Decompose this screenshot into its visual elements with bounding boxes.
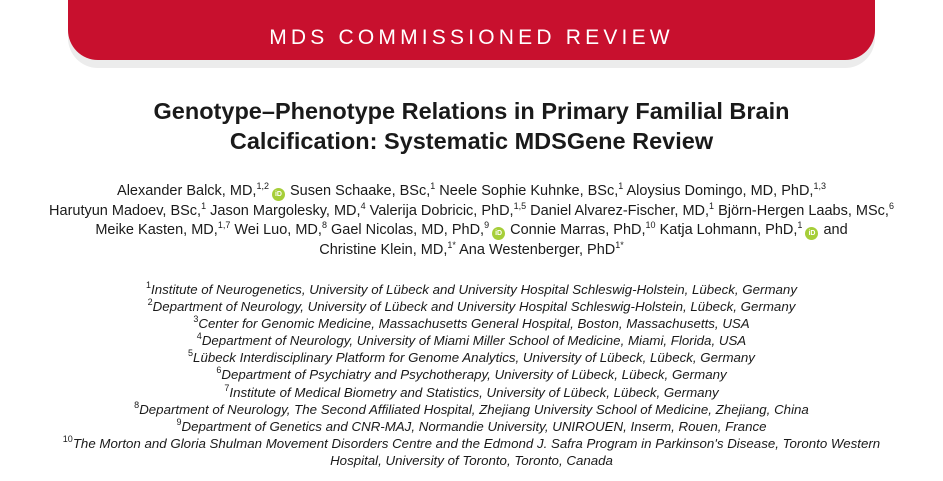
author-affiliation-marker: 10 <box>645 220 656 230</box>
affiliation-number: 8 <box>134 399 140 410</box>
affiliation-text: Institute of Medical Biometry and Statistics, University of Lübeck, Lübeck, Germany <box>229 384 719 400</box>
affiliation-item <box>40 298 903 315</box>
author-entry <box>510 222 655 238</box>
affiliation-number: 5 <box>188 348 194 359</box>
author-name: Gael Nicolas, MD, PhD, <box>330 222 485 238</box>
author-affiliation-marker: 9 <box>484 220 490 230</box>
author-name: Susen Schaake, BSc, <box>290 183 431 199</box>
author-name: Christine Klein, MD, <box>319 241 448 258</box>
author-name: Björn-Hergen Laabs, MSc, <box>718 202 889 219</box>
author-entry <box>331 222 506 238</box>
affiliation-item <box>40 332 903 349</box>
author-affiliation-marker: 1* <box>447 239 456 250</box>
author-name: Aloysius Domingo, MD, PhD, <box>626 183 814 199</box>
author-affiliation-marker: 1 <box>201 200 207 211</box>
affiliation-item <box>40 401 903 418</box>
orcid-icon[interactable]: iD <box>272 188 285 201</box>
author-name: Meike Kasten, MD, <box>95 222 218 238</box>
author-affiliation-marker: 1 <box>618 181 624 191</box>
author-list <box>40 182 903 260</box>
orcid-icon[interactable]: iD <box>805 227 818 240</box>
author-affiliation-marker: 1 <box>797 220 803 230</box>
author-name: Connie Marras, PhD, <box>510 222 646 238</box>
author-entry <box>210 200 366 219</box>
affiliation-number: 10 <box>62 433 73 444</box>
author-affiliation-marker: 1* <box>615 239 624 250</box>
affiliation-number: 4 <box>196 331 202 342</box>
affiliation-number: 9 <box>176 416 182 427</box>
author-affiliation-marker: 1,2 <box>256 181 269 191</box>
author-separator: and <box>819 222 848 238</box>
author-affiliation-marker: 1,5 <box>513 200 527 211</box>
affiliation-number: 2 <box>147 297 153 308</box>
affiliation-item <box>40 366 903 383</box>
author-affiliation-marker: 6 <box>888 200 894 211</box>
affiliation-item <box>40 418 903 435</box>
affiliation-text: Institute of Neurogenetics, University of Lübeck and University Hospital Schleswig-Holstein, Lübeck, Germany <box>151 282 797 297</box>
author-affiliation-marker: 1,7 <box>217 220 231 230</box>
affiliation-list <box>40 281 903 469</box>
affiliation-number: 3 <box>193 314 199 325</box>
author-affiliation-marker: 4 <box>360 200 366 211</box>
author-name: Alexander Balck, MD, <box>117 183 257 199</box>
author-entry <box>439 183 623 199</box>
author-entry <box>117 183 286 199</box>
author-name: Harutyun Madoev, BSc, <box>49 202 202 219</box>
affiliation-text: Lübeck Interdisciplinary Platform for Genome Analytics, University of Lübeck, Lübeck, Germany <box>193 350 755 366</box>
author-name: Daniel Alvarez-Fischer, MD, <box>530 202 710 219</box>
section-banner <box>68 0 875 60</box>
author-name: Ana Westenberger, PhD <box>459 241 616 258</box>
affiliation-item <box>40 349 903 366</box>
article-title-line-1: Genotype–Phenotype Relations in Primary Familial Brain <box>153 98 790 124</box>
author-name: Katja Lohmann, PhD, <box>659 222 798 238</box>
affiliation-item <box>40 315 903 332</box>
author-name: Valerija Dobricic, PhD, <box>369 202 514 219</box>
author-affiliation-marker: 8 <box>321 220 327 230</box>
author-affiliation-marker: 1 <box>709 200 715 211</box>
author-entry <box>369 200 527 219</box>
author-entry <box>319 239 456 258</box>
affiliation-item <box>40 435 903 469</box>
author-entry <box>234 222 327 238</box>
affiliation-text: Department of Neurology, University of Miami Miller School of Medicine, Miami, Florida, USA <box>201 333 747 349</box>
author-entry <box>530 200 715 219</box>
author-entry <box>290 183 435 199</box>
author-entry <box>49 200 207 219</box>
article-title-line-2: Calcification: Systematic MDSGene Review <box>229 128 714 154</box>
affiliation-text: Department of Genetics and CNR-MAJ, Normandie University, UNIROUEN, Inserm, Rouen, France <box>181 418 767 434</box>
affiliation-item <box>40 384 903 401</box>
affiliation-number: 7 <box>224 382 230 393</box>
author-name: Jason Margolesky, MD, <box>210 202 361 219</box>
banner-label: MDS COMMISSIONED REVIEW <box>269 26 674 49</box>
affiliation-text: Department of Neurology, The Second Affiliated Hospital, Zhejiang University School of Medicine, Zhejiang, China <box>139 401 809 417</box>
author-entry <box>660 222 820 238</box>
orcid-icon[interactable]: iD <box>492 227 505 240</box>
affiliation-text: Department of Psychiatry and Psychotherapy, University of Lübeck, Lübeck, Germany <box>221 367 727 383</box>
author-entry <box>627 183 826 199</box>
affiliation-item <box>40 281 903 298</box>
article-title <box>0 96 943 156</box>
author-entry <box>95 222 230 238</box>
affiliation-number: 6 <box>216 365 222 376</box>
affiliation-text: Center for Genomic Medicine, Massachusetts General Hospital, Boston, Massachusetts, USA <box>198 316 750 332</box>
affiliation-number: 1 <box>146 280 152 290</box>
affiliation-text: Department of Neurology, University of Lübeck and University Hospital Schleswig-Holstein, Lübeck, Germany <box>152 299 796 315</box>
author-entry <box>459 239 624 258</box>
author-name: Neele Sophie Kuhnke, BSc, <box>439 183 619 199</box>
author-name: Wei Luo, MD, <box>234 222 322 238</box>
author-affiliation-marker: 1,3 <box>813 181 826 191</box>
author-entry <box>718 200 894 219</box>
author-affiliation-marker: 1 <box>430 181 436 191</box>
affiliation-text: The Morton and Gloria Shulman Movement Disorders Centre and the Edmond J. Safra Program in Parkinson's Disease, Toronto Western Hospital, University of Toronto, Toronto, Canada <box>72 435 881 468</box>
